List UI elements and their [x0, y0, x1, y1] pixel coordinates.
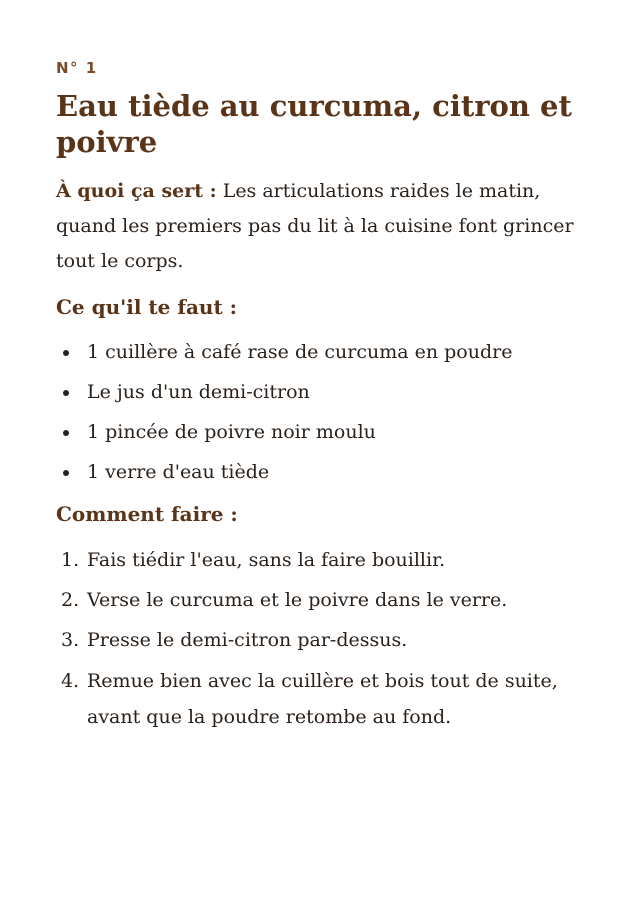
recipe-title: Eau tiède au curcuma, citron et poivre — [56, 89, 572, 159]
ingredient-text: 1 pincée de poivre noir moulu — [87, 421, 376, 443]
ingredient-item — [56, 339, 596, 366]
ingredient-item — [56, 379, 596, 406]
ingredient-item — [56, 419, 596, 446]
recipe-purpose — [56, 174, 596, 279]
step-item — [56, 547, 596, 574]
step-item — [56, 663, 596, 735]
step-text: Fais tiédir l'eau, sans la faire bouillir. — [87, 549, 446, 571]
step-number: 3. — [61, 629, 80, 651]
ingredient-text: Le jus d'un demi-citron — [87, 381, 310, 403]
ingredient-text: 1 cuillère à café rase de curcuma en poudre — [87, 341, 513, 363]
purpose-text: Les articulations raides le matin, quand les premiers pas du lit à la cuisine font grincer tout le corps. — [56, 180, 574, 272]
step-text: Remue bien avec la cuillère et bois tout de suite, avant que la poudre retombe au fond. — [87, 670, 558, 728]
bullet-icon — [63, 350, 69, 356]
steps-list — [56, 547, 596, 735]
ingredient-text: 1 verre d'eau tiède — [87, 461, 270, 483]
step-number: 1. — [61, 549, 80, 571]
bullet-icon — [63, 470, 69, 476]
purpose-label: À quoi ça sert : — [56, 180, 217, 202]
step-number: 2. — [61, 589, 80, 611]
ingredients-section — [56, 293, 596, 486]
ingredients-list — [56, 339, 596, 486]
step-item — [56, 587, 596, 614]
bullet-icon — [63, 430, 69, 436]
steps-title: Comment faire : — [56, 502, 238, 526]
ingredient-item — [56, 459, 596, 486]
steps-section — [56, 500, 596, 735]
bullet-icon — [63, 390, 69, 396]
recipe-card — [56, 58, 596, 748]
ingredients-title: Ce qu'il te faut : — [56, 295, 238, 319]
step-text: Verse le curcuma et le poivre dans le verre. — [87, 589, 508, 611]
step-text: Presse le demi-citron par-dessus. — [87, 629, 408, 651]
step-item — [56, 627, 596, 654]
step-number: 4. — [61, 670, 80, 692]
recipe-number: N° 1 — [56, 59, 98, 77]
